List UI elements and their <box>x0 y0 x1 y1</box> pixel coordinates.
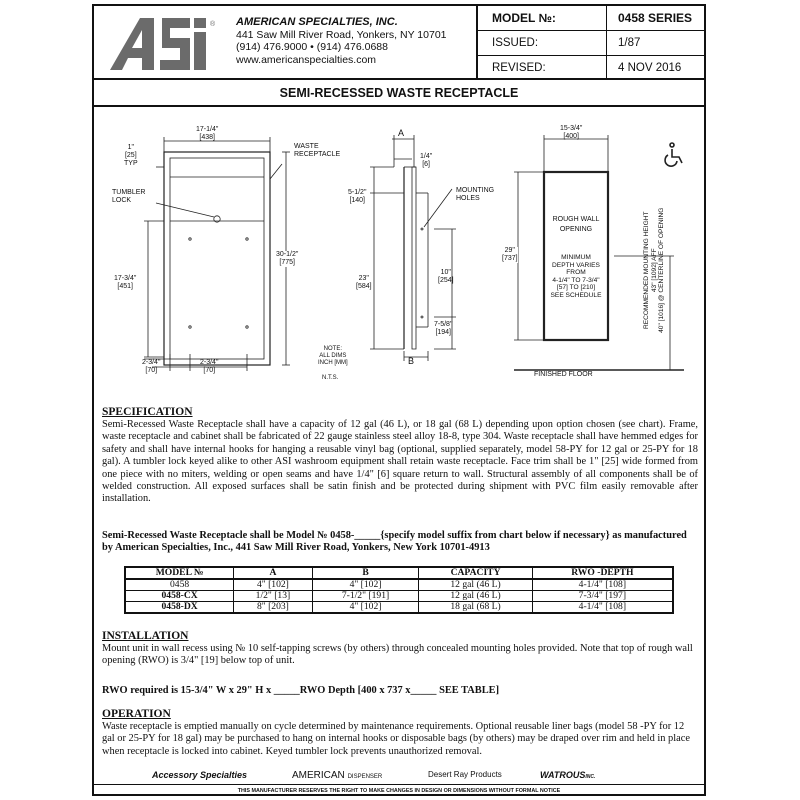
waste-receptacle-label: WASTE RECEPTACLE <box>294 143 341 158</box>
left-side-dim-label: 2-3/4" [70] <box>142 359 161 374</box>
top-dim-label: 5-1/2" [140] <box>348 189 367 204</box>
cell-capacity: 12 gal (46 L) <box>419 591 532 602</box>
cell-b: 4" [102] <box>312 602 419 614</box>
brand-watrous: WATROUSINC. <box>540 770 596 780</box>
operation-section <box>102 708 698 758</box>
specification-heading: SPECIFICATION <box>102 406 193 418</box>
nts-label: N.T.S. <box>322 375 339 381</box>
rough-wall-opening-label: ROUGH WALL OPENING <box>552 216 600 233</box>
revised-row <box>478 56 706 80</box>
col-model: MODEL № <box>125 567 234 579</box>
document-title: SEMI-RECESSED WASTE RECEPTACLE <box>94 80 704 107</box>
col-capacity: CAPACITY <box>419 567 532 579</box>
cell-model: 0458-CX <box>125 591 234 602</box>
rwo-required-line: RWO required is 15-3/4" W x 29" H x _____RWO Depth [400 x 737 x_____ SEE TABLE] <box>102 685 500 696</box>
cell-rwo-depth: 7-3/4" [197] <box>532 591 673 602</box>
rights-notice: THIS MANUFACTURER RESERVES THE RIGHT TO MAKE CHANGES IN DESIGN OR DIMENSIONS WITHOUT FORMAL NOTICE <box>94 784 704 796</box>
table-row <box>125 591 673 602</box>
cell-capacity: 18 gal (68 L) <box>419 602 532 614</box>
brand-footer <box>94 770 704 784</box>
cell-a: 8" [203] <box>234 602 312 614</box>
drawing-lines <box>94 109 704 405</box>
cell-capacity: 12 gal (46 L) <box>419 579 532 591</box>
revised-value: 4 NOV 2016 <box>618 62 682 74</box>
model-table <box>476 6 704 80</box>
asi-logo <box>106 14 218 74</box>
mounting-height-label: RECOMMENDED MOUNTING HEIGHT 43" [1092] AFF 40" [1016] @ CENTERLINE OF OPENING <box>642 207 665 333</box>
flange-dim-label: 1/4" [6] <box>420 153 433 168</box>
note-label: NOTE: ALL DIMS INCH [MM] <box>318 346 348 366</box>
col-rwo-depth: RWO -DEPTH <box>532 567 673 579</box>
revised-label: REVISED: <box>492 62 546 74</box>
model-row <box>478 6 706 31</box>
model-statement: Semi-Recessed Waste Receptacle shall be Model № 0458-_____{specify model suffix from chart below if necessary} as manufactured by American Specialties, Inc., 441 Saw Mill River Road, Yonkers, New York 10701-4913 <box>102 530 687 554</box>
installation-section <box>102 630 698 668</box>
minimum-depth-label: MINIMUM DEPTH VARIES FROM 4-1/4" TO 7-3/4" [57] TO [210] SEE SCHEDULE <box>550 254 602 299</box>
brand-american-dispenser: AMERICAN DISPENSER <box>292 770 383 781</box>
installation-body: Mount unit in wall recess using № 10 self-tapping screws (by others) through concealed mounting holes provided. Note that top of rough wall opening (RWO) is 3/4" [19] below top of unit. <box>102 643 693 667</box>
cell-model: 0458 <box>125 579 234 591</box>
side-dim-label: 23" [584] <box>356 275 372 290</box>
height-dim-label: 30-1/2" [775] <box>276 251 299 266</box>
right-side-dim-label: 2-3/4" [70] <box>200 359 219 374</box>
finished-floor-label: FINISHED FLOOR <box>534 371 593 378</box>
rwo-height-label: 29" [737] <box>502 247 518 262</box>
model-label: MODEL №: <box>492 11 556 25</box>
model-options-table <box>124 566 674 614</box>
col-b: B <box>312 567 419 579</box>
hole-dim-label: 10" [254] <box>438 269 454 284</box>
specification-body: Semi-Recessed Waste Receptacle shall have a capacity of 12 gal (46 L), or 18 gal (68 L) depending upon option chosen (see chart). Frame, waste receptacle and cabinet shall be fabricated of 22 gauge stainless steel alloy 18-8, type 304. Waste receptacle shall have hemmed edges for safety and shall have internal hooks for hanging a reusable vinyl bag (optional, supplied separately, model 58-PY for 12 gal or 25-PY for 18 gal). A tumbler lock keyed alike to other ASI washroom equipment shall retain waste receptacle. Face trim shall be 1" [25] wide formed from one piece with no miters, welding or open seams and have 1/4" [6] square return to wall. Structural assembly of all components shall be of welded construction. All exposed surfaces shall be satin finish and be protected during shipment with PVC film easily removable after installation. <box>102 419 698 505</box>
trim-dim-label: 1" [25] TYP <box>124 144 138 167</box>
cell-b: 4" [102] <box>312 579 419 591</box>
table-header-row <box>125 567 673 579</box>
cell-model: 0458-DX <box>125 602 234 614</box>
a-label: A <box>398 128 405 138</box>
rwo-width-label: 15-3/4" [400] <box>560 125 583 140</box>
company-name: AMERICAN SPECIALTIES, INC. <box>236 16 398 28</box>
cell-rwo-depth: 4-1/4" [108] <box>532 602 673 614</box>
company-address: 441 Saw Mill River Road, Yonkers, NY 10701 <box>236 28 447 41</box>
cell-a: 4" [102] <box>234 579 312 591</box>
cell-b: 7-1/2" [191] <box>312 591 419 602</box>
issued-label: ISSUED: <box>492 37 539 49</box>
company-website[interactable]: www.americanspecialties.com <box>236 53 377 66</box>
company-info <box>236 16 447 66</box>
operation-heading: OPERATION <box>102 708 171 720</box>
header <box>94 6 704 80</box>
cell-a: 1/2" [13] <box>234 591 312 602</box>
svg-text:®: ® <box>210 21 216 28</box>
tumbler-lock-label: TUMBLER LOCK <box>112 189 146 204</box>
b-label: B <box>408 356 415 366</box>
company-phone: (914) 476.9000 • (914) 476.0688 <box>236 41 388 53</box>
bottom-dim-label: 7-5/8" [194] <box>434 321 453 336</box>
operation-body: Waste receptacle is emptied manually on cycle determined by maintenance requirements. Optional reusable liner bags (model 58 -PY for 12 gal or 25-PY for 18 gal) may be purchased to hang on internal hooks or disposable bags (by others) may be draped over rim and held in place when receptacle is locked into cabinet. Keyed tumbler lock prevents unauthorized removal. <box>102 721 690 757</box>
specification-section <box>102 406 698 506</box>
col-a: A <box>234 567 312 579</box>
table-row <box>125 602 673 614</box>
mounting-holes-label: MOUNTING HOLES <box>456 187 495 202</box>
door-dim-label: 17-3/4" [451] <box>114 275 137 290</box>
width-dim-label: 17-1/4" [438] <box>196 126 219 141</box>
brand-desert-ray: Desert Ray Products <box>428 770 502 779</box>
cell-rwo-depth: 4-1/4" [108] <box>532 579 673 591</box>
issued-row <box>478 31 706 56</box>
technical-drawing <box>94 109 704 405</box>
brand-accessory-specialties: Accessory Specialties <box>152 770 248 780</box>
issued-value: 1/87 <box>618 37 641 49</box>
table-row <box>125 579 673 591</box>
model-value: 0458 SERIES <box>618 11 693 25</box>
wheelchair-icon <box>665 143 682 166</box>
spec-sheet <box>92 4 706 796</box>
installation-heading: INSTALLATION <box>102 630 189 642</box>
